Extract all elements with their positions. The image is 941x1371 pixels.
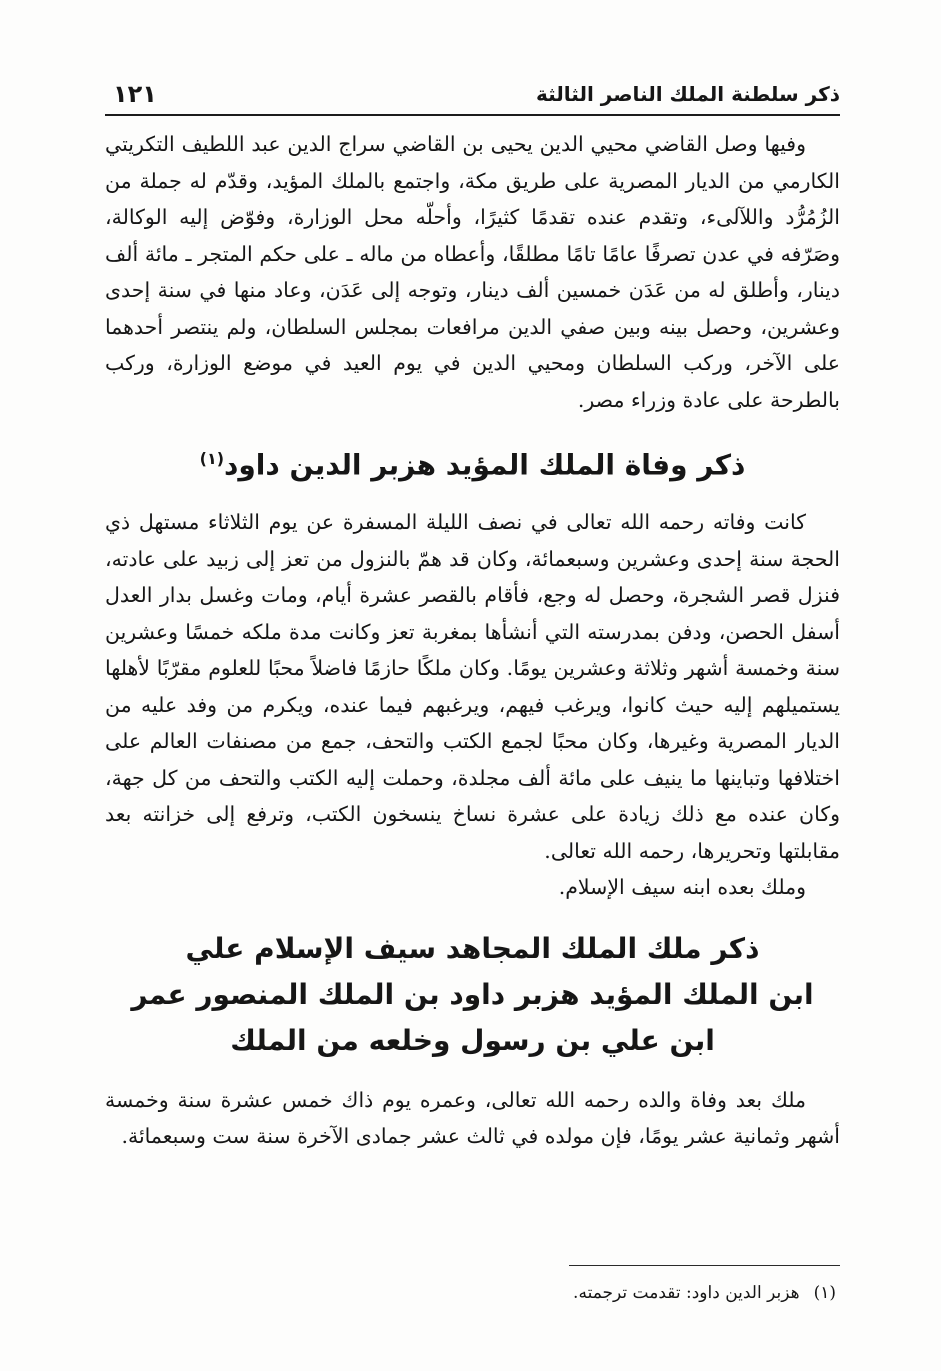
paragraph-succession: وملك بعده ابنه سيف الإسلام. [558,875,806,900]
heading-line-1: ذكر ملك الملك المجاهد سيف الإسلام علي [185,931,760,965]
paragraph-death-account: كانت وفاته رحمه الله تعالى في نصف الليلة المسفرة عن يوم الثلاثاء مستهل ذي الحجة سنة إحدى وعشرين وسبعمائة، وكان قد همّ بالنزول من تعز إلى زبيد على عادته، فنزل قصر الشجرة، وحصل له وجع، فأقام بالقصر عشرة أيام، ومات وغسل بدار العدل أسفل الحصن، ودفن بمدرسته التي أنشأها بمغربة تعز وكانت مدة ملكه خمسًا وعشرين سنة وخمسة أشهر وثلاثة وعشرين يومًا. وكان ملكًا حازمًا فاضلاً محبًا للعلوم مقرّبًا لأهلها يستميلهم إليه حيث كانوا، ويرغب فيهم، ويرغبهم فيما عنده، ويكرم من وفد عليه من الديار المصرية وغيرها، وكان محبًا لجمع الكتب والتحف، جمع من مصنفات العالم على اختلافها وتباينها ما ينيف على مائة ألف مجلدة، وحملت إليه الكتب والتحف من كل جهة، وكان عنده مع ذلك زيادة على عشرة نساخ ينسخون الكتب، وترفع إلى خزانته بعد مقابلتها وتحريرها، رحمه الله تعالى. [105,510,840,863]
main-text [105,126,840,1155]
page-number: ١٢١ [113,80,157,108]
section-heading-text: ذكر وفاة الملك المؤيد هزبر الدين داود [224,448,746,482]
footnote [573,1280,836,1306]
page-header [105,80,840,116]
heading-line-3: ابن علي بن رسول وخلعه من الملك [230,1023,715,1057]
section-heading-reign-of-mujahid [105,926,840,1064]
paragraph-mujahid-accession: ملك بعد وفاة والده رحمه الله تعالى، وعمره يوم ذاك خمس عشرة سنة وخمسة أشهر وثمانية عشر يومًا، فإن مولده في ثالث عشر جمادى الآخرة سنة ست وسبعمائة. [105,1087,840,1149]
running-title: ذكر سلطنة الملك الناصر الثالثة [535,82,840,106]
footnote-divider [569,1265,840,1266]
paragraph-vizier-arrival: وفيها وصل القاضي محيي الدين يحيى بن القاضي سراج الدين عبد اللطيف التكريتي الكارمي من الديار المصرية على طريق مكة، واجتمع بالملك المؤيد، وقدّم له جملة من الزُمُرُّد واللآلىء، وتقدم عنده تقدمًا كثيرًا، وأحلّه محل الوزارة، وفوّض إليه الوكالة، وصَرّفه في عدن تصرفًا عامًا تامًا مطلقًا، وأعطاه من ماله ـ على حكم المتجر ـ مائة ألف دينار، وأطلق له من عَدَن خمسين ألف دينار، وتوجه إلى عَدَن، وعاد منها في سنة إحدى وعشرين، وحصل بينه وبين صفي الدين مرافعات بمجلس السلطان، ولم ينتصر أحدهما على الآخر، وركب السلطان ومحيي الدين في يوم العيد في موضع الوزارة، وركب بالطرحة على عادة وزراء مصر. [105,132,840,412]
footnote-number: (١) [813,1283,836,1303]
footnote-reference: (١) [199,449,225,468]
section-heading-death-of-muayyad [105,438,840,486]
heading-line-2: ابن الملك المؤيد هزبر داود بن الملك المنصور عمر [131,977,814,1011]
footnote-text: هزبر الدين داود: تقدمت ترجمته. [573,1283,800,1303]
